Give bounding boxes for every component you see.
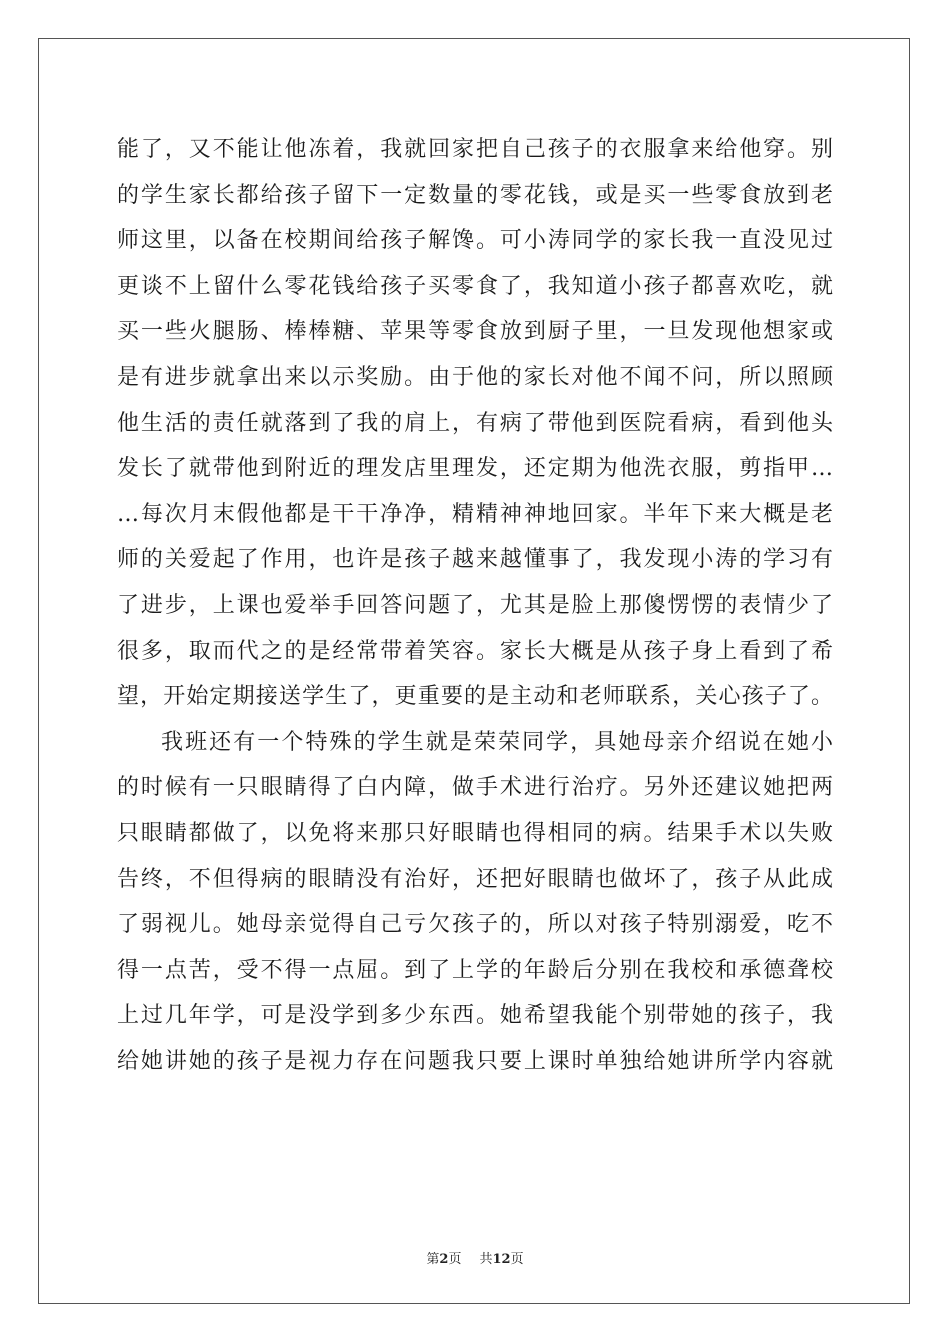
text-line: 得一点苦，受不得一点屈。到了上学的年龄后分别在我校和承德聋校 (117, 957, 833, 983)
text-line: 是有进步就拿出来以示奖励。由于他的家长对他不闻不问，所以照顾 (117, 364, 833, 390)
text-line: 我班还有一个特殊的学生就是荣荣同学，具她母亲介绍说在她小 (161, 729, 833, 755)
text-line: 师的关爱起了作用，也许是孩子越来越懂事了，我发现小涛的学习有 (117, 547, 833, 573)
text-line: 了弱视儿。她母亲觉得自己亏欠孩子的，所以对孩子特别溺爱，吃不 (117, 912, 833, 938)
text-line: …每次月末假他都是干干净净，精精神神地回家。半年下来大概是老 (117, 501, 833, 527)
text-line: 能了，又不能让他冻着，我就回家把自己孩子的衣服拿来给他穿。别 (117, 137, 833, 162)
text-line: 很多，取而代之的是经常带着笑容。家长大概是从孩子身上看到了希 (117, 638, 833, 664)
text-line: 上过几年学，可是没学到多少东西。她希望我能个别带她的孩子，我 (117, 1003, 833, 1029)
document-body (117, 127, 833, 1084)
text-line: 更谈不上留什么零花钱给孩子买零食了，我知道小孩子都喜欢吃，就 (117, 273, 833, 299)
footer-page-prefix: 第 (426, 1252, 440, 1267)
text-line: 他生活的责任就落到了我的肩上，有病了带他到医院看病，看到他头 (117, 410, 833, 436)
text-line: 给她讲她的孩子是视力存在问题我只要上课时单独给她讲所学内容就 (117, 1048, 833, 1074)
footer-page-number: 2 (439, 1252, 449, 1267)
footer-page-suffix: 页 (448, 1252, 462, 1267)
text-line: 告终，不但得病的眼睛没有治好，还把好眼睛也做坏了，孩子从此成 (117, 866, 833, 892)
text-line: 师这里，以备在校期间给孩子解馋。可小涛同学的家长我一直没见过 (117, 228, 833, 254)
text-line: 了进步，上课也爱举手回答问题了，尤其是脸上那傻愣愣的表情少了 (117, 592, 833, 618)
footer-total-pages: 12 (492, 1252, 511, 1267)
text-line: 买一些火腿肠、棒棒糖、苹果等零食放到厨子里，一旦发现他想家或 (117, 319, 833, 345)
text-line: 望，开始定期接送学生了，更重要的是主动和老师联系，关心孩子了。 (117, 684, 833, 710)
text-line: 的学生家长都给孩子留下一定数量的零花钱，或是买一些零食放到老 (117, 182, 833, 208)
text-line: 的时候有一只眼睛得了白内障，做手术进行治疗。另外还建议她把两 (117, 775, 833, 801)
text-line: 只眼睛都做了，以免将来那只好眼睛也得相同的病。结果手术以失败 (117, 820, 833, 846)
page-footer (0, 1248, 950, 1267)
footer-total-prefix: 共 (479, 1252, 493, 1267)
text-line: 发长了就带他到附近的理发店里理发，还定期为他洗衣服，剪指甲… (117, 456, 833, 482)
footer-total-suffix: 页 (510, 1252, 524, 1267)
